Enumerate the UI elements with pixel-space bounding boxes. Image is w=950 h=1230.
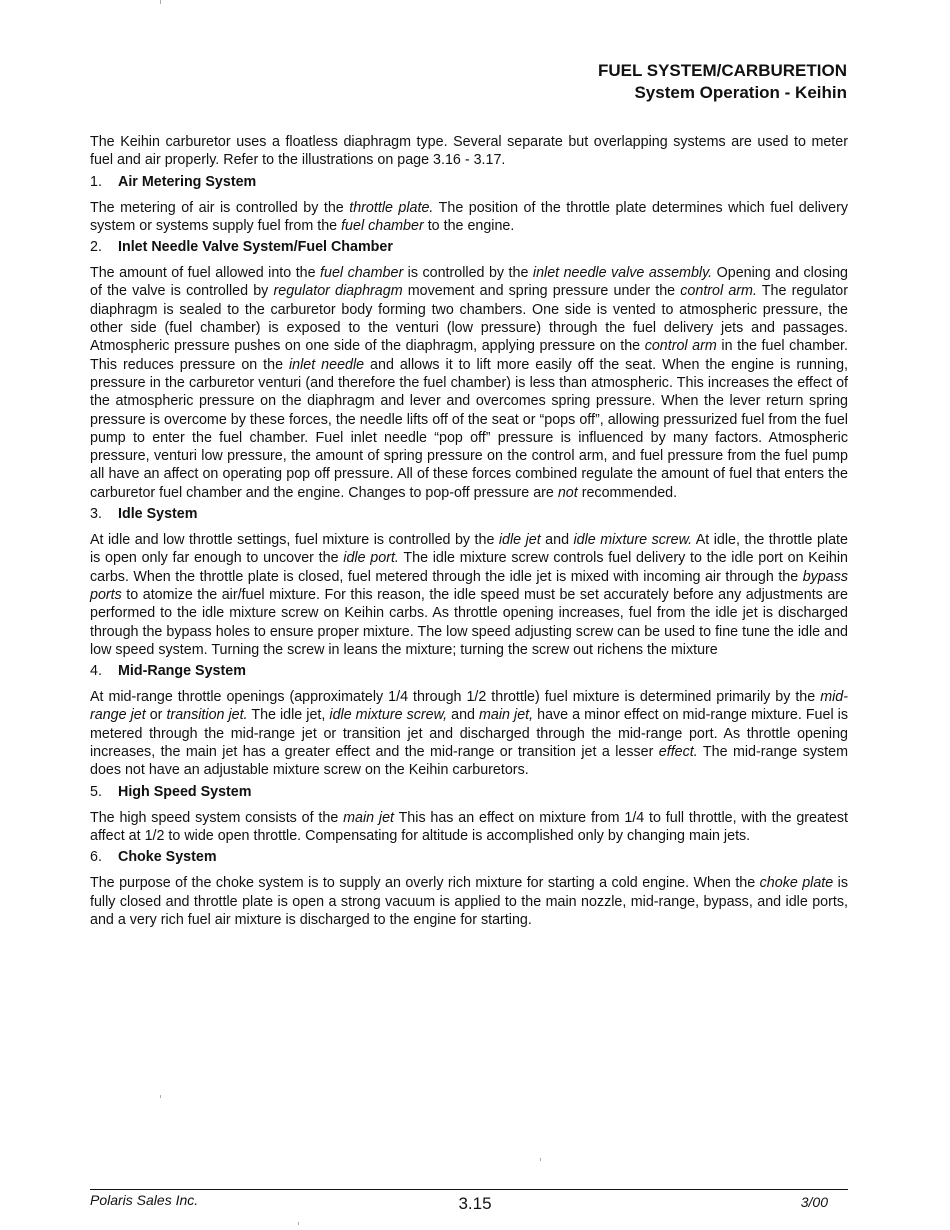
section-heading — [90, 783, 848, 801]
text-run: and allows it to lift more easily off the seat. When the engine is running, pressure in the carburetor venturi (and therefore the fuel chamber) is less than atmospheric. This increases the effect of the atmospheric pressure on the diaphragm and lever and overcomes spring pressure. When the lever return spring pressure is overcome by these forces, the needle lifts off of the seat or “pops off”, allowing pressurized fuel from the fuel pump to enter the fuel chamber. Fuel inlet needle “pop off” pressure is influenced by many factors. Atmospheric pressure, venturi low pressure, the amount of spring pressure on the control arm, and fuel pressure from the fuel pump all have an affect on operating pop off pressure. All of these forces combined regulate the amount of fuel that enters the carburetor fuel chamber and the engine. Changes to pop-off pressure are — [90, 356, 848, 501]
section-heading — [90, 505, 848, 523]
section-title: Mid-Range System — [118, 663, 246, 680]
text-run: or — [145, 707, 167, 724]
scan-mark — [540, 1158, 541, 1161]
section-paragraph — [90, 809, 848, 846]
section-number: 3. — [90, 506, 102, 523]
document-body — [90, 133, 848, 931]
italic-term: fuel chamber — [320, 265, 404, 282]
section-paragraph — [90, 874, 848, 929]
header-subtitle: System Operation - Keihin — [634, 83, 847, 102]
footer-company: Polaris Sales Inc. — [90, 1192, 199, 1208]
section-number: 1. — [90, 173, 102, 190]
text-run: The idle jet, — [247, 707, 330, 724]
italic-term: inlet needle valve assembly. — [532, 265, 713, 282]
italic-term: throttle plate. — [349, 199, 434, 216]
section-heading — [90, 238, 848, 256]
footer-date: 3/00 — [800, 1194, 828, 1210]
section-title: Air Metering System — [118, 173, 257, 190]
text-run: The high speed system consists of the — [90, 809, 344, 826]
section-number: 2. — [90, 239, 102, 256]
italic-term: control arm. — [680, 283, 757, 300]
footer-rule — [90, 1189, 848, 1190]
text-run: This has an effect on mixture from 1/4 to full throttle, with the greatest affect at 1/2 to wide open throttle. Compensating for altitude is accomplished only by changing main jets. — [90, 809, 848, 844]
text-run: in the fuel chamber. This reduces pressure on the — [90, 338, 848, 373]
section-paragraph — [90, 688, 848, 779]
section-title: Idle System — [118, 506, 198, 523]
text-run: The regulator diaphragm is sealed to the carburetor body forming two chambers. One side is vented to atmospheric pressure, the other side (fuel chamber) is exposed to the venturi (low pressure) through the fuel delivery jets and passages. Atmospheric pressure pushes on one side of the diaphragm, applying pressure on the — [90, 283, 849, 355]
text-run: The amount of fuel allowed into the — [90, 265, 321, 282]
section-title: Choke System — [118, 849, 217, 866]
text-run: At idle and low throttle settings, fuel mixture is controlled by the — [90, 532, 499, 549]
section-heading — [90, 662, 848, 680]
text-run: At idle, the throttle plate is open only far enough to uncover the — [90, 532, 848, 567]
text-run: to the engine. — [423, 217, 515, 234]
section-paragraph — [90, 531, 848, 659]
text-run: The position of the throttle plate determines which fuel delivery system or systems supply fuel from the — [90, 199, 848, 234]
scan-mark — [160, 0, 161, 4]
italic-term: regulator diaphragm — [273, 283, 403, 300]
text-run: The purpose of the choke system is to supply an overly rich mixture for starting a cold engine. When the — [90, 875, 760, 892]
header-title: FUEL SYSTEM/CARBURETION — [597, 61, 847, 80]
section-title: Inlet Needle Valve System/Fuel Chamber — [118, 239, 393, 256]
text-run: and — [540, 532, 574, 549]
text-run: and — [447, 707, 479, 724]
italic-term: effect. — [658, 744, 698, 761]
section-heading — [90, 173, 848, 191]
text-run: The mid-range system does not have an adjustable mixture screw on the Keihin carburetors. — [90, 744, 848, 779]
text-run: movement and spring pressure under the — [402, 283, 681, 300]
section-title: High Speed System — [118, 783, 252, 800]
text-run: is fully closed and throttle plate is open a strong vacuum is applied to the main nozzle, mid-range, bypass, and idle ports, and a very rich fuel air mixture is discharged to the engine for starting. — [90, 875, 848, 928]
section-paragraph — [90, 199, 848, 236]
section-heading — [90, 848, 848, 866]
italic-term: idle port. — [343, 550, 399, 567]
section-number: 5. — [90, 783, 102, 800]
text-run: The idle mixture screw controls fuel delivery to the idle port on Keihin carbs. When the throttle plate is closed, fuel metered through the idle jet is mixed with incoming air through the — [90, 550, 849, 585]
page-header — [598, 60, 847, 104]
italic-term: idle mixture screw, — [329, 707, 448, 724]
section-number: 6. — [90, 849, 102, 866]
text-run: Opening and closing of the valve is controlled by — [90, 265, 848, 300]
italic-term: not — [557, 484, 578, 501]
intro-paragraph: The Keihin carburetor uses a floatless diaphragm type. Several separate but overlapping systems are used to meter fuel and air properly. Refer to the illustrations on page 3.16 - 3.17. — [90, 134, 848, 169]
italic-term: bypass ports — [90, 568, 848, 603]
text-run: to atomize the air/fuel mixture. For this reason, the idle speed must be set accurately before any adjustments are performed to the idle mixture screw on Keihin carbs. As throttle opening increases, fuel from the idle jet is discharged through the bypass holes to ensure proper mixture. The low speed adjusting screw can be used to fine tune the idle and low speed system. Turning the screw in leans the mixture; turning the screw out richens the mixture — [90, 586, 848, 658]
section-paragraph — [90, 264, 848, 502]
footer-page-number: 3.15 — [458, 1194, 492, 1213]
italic-term: control arm — [644, 338, 717, 355]
italic-term: choke plate — [759, 875, 834, 892]
italic-term: idle mixture screw. — [573, 532, 693, 549]
text-run: At mid-range throttle openings (approximately 1/4 through 1/2 throttle) fuel mixture is determined primarily by the — [90, 689, 821, 706]
text-run: is controlled by the — [403, 265, 533, 282]
italic-term: main jet — [343, 809, 395, 826]
scan-mark — [160, 1095, 161, 1098]
italic-term: transition jet. — [166, 707, 248, 724]
text-run: The metering of air is controlled by the — [90, 199, 350, 216]
italic-term: idle jet — [498, 532, 541, 549]
italic-term: mid-range jet — [90, 689, 848, 724]
italic-term: fuel chamber — [341, 217, 424, 234]
scan-mark — [298, 1222, 299, 1225]
italic-term: main jet, — [479, 707, 534, 724]
text-run: have a minor effect on mid-range mixture. Fuel is metered through the mid-range jet or transition jet and discharged through the mid-range port. As throttle opening increases, the main jet has a greater effect and the mid-range or transition jet a lesser — [90, 707, 848, 761]
section-number: 4. — [90, 663, 102, 680]
sections-list — [90, 173, 848, 930]
text-run: recommended. — [577, 484, 678, 501]
italic-term: inlet needle — [289, 356, 365, 373]
